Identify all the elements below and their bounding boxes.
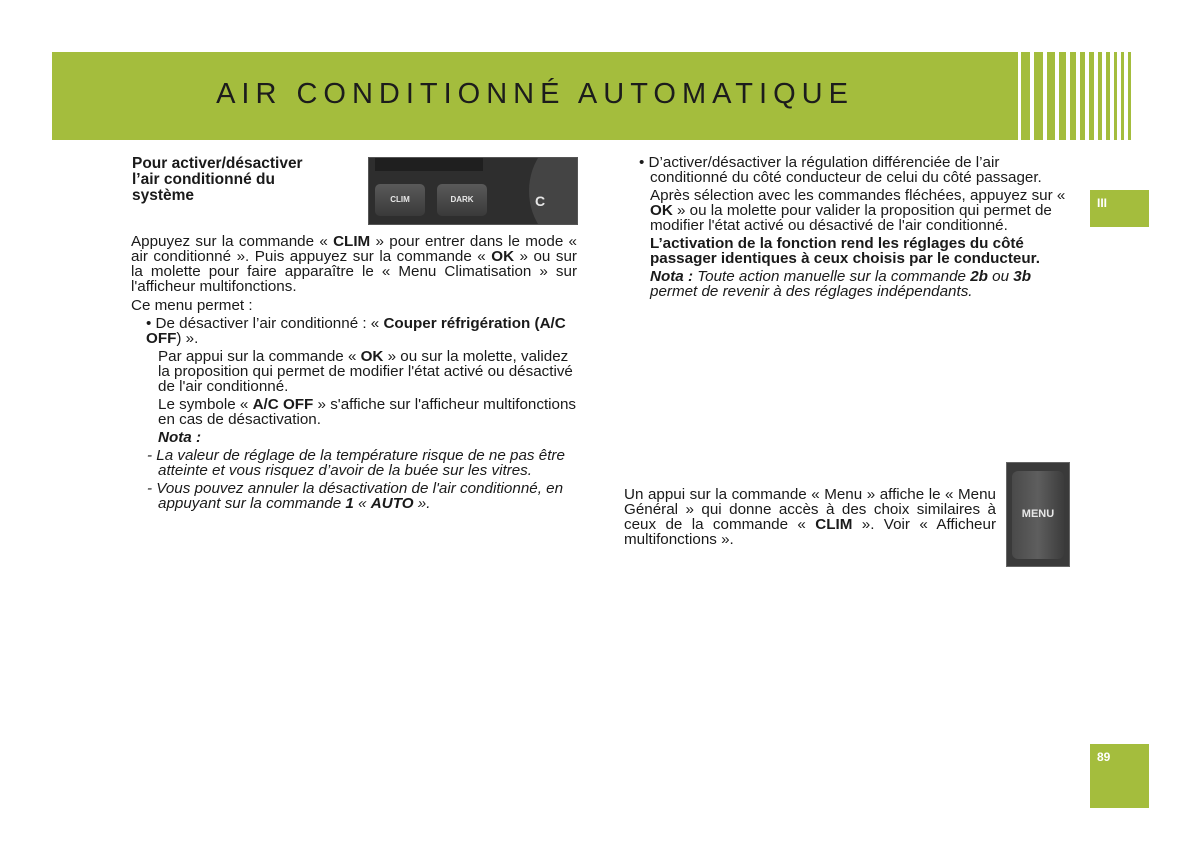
title-stripe <box>1089 52 1094 140</box>
validate-paragraph: Par appui sur la commande « OK » ou sur la molette, validez la proposition qui permet de modifier l'état activé ou désactivé de l'air conditionné. <box>158 348 573 395</box>
title-stripe <box>1121 52 1124 140</box>
heading-line: l’air conditionné du <box>132 171 275 188</box>
nota-item: - Vous pouvez annuler la désactivation de l'air conditionné, en appuyant sur la commande 1 « AUTO ». <box>147 480 564 512</box>
menu-button-photo <box>1006 462 1070 567</box>
menu-button-label: MENU <box>1021 508 1055 520</box>
right-column <box>639 155 1071 299</box>
menu-button <box>1012 471 1064 559</box>
page-number-box <box>1090 744 1149 808</box>
nota-item: - La valeur de réglage de la température risque de ne pas être atteinte et vous risquez d’avoir de la buée sur les vitres. <box>147 447 565 479</box>
title-stripe <box>1106 52 1110 140</box>
activation-note: L’activation de la fonction rend les réglages du côté passager identiques à ceux choisis par le conducteur. <box>650 235 1040 267</box>
bullet-differential: • D’activer/désactiver la régulation différenciée de l’air conditionné du côté conducteur de celui du côté passager. <box>639 154 1042 186</box>
bullet-disable-ac: • De désactiver l’air conditionné : « Couper réfrigération (A/C OFF) ». <box>146 315 566 347</box>
section-tab <box>1090 190 1149 227</box>
title-stripe <box>1128 52 1131 140</box>
page-number: 89 <box>1097 750 1111 764</box>
intro-paragraph: Appuyez sur la commande « CLIM » pour entrer dans le mode « air conditionné ». Puis appuyez sur la commande « OK » ou sur la molette pour faire apparaître le « Menu Climatisation » sur l'afficheur multifonctions. <box>131 233 578 295</box>
clim-button-label: CLIM <box>390 195 410 204</box>
section-heading <box>132 156 364 204</box>
c-button-label: C <box>535 193 546 209</box>
title-stripe <box>1114 52 1117 140</box>
left-column <box>131 234 577 511</box>
title-stripe <box>1098 52 1102 140</box>
page-title: AIR CONDITIONNÉ AUTOMATIQUE <box>216 78 854 110</box>
section-tab-label: III <box>1097 196 1108 210</box>
selection-paragraph: Après sélection avec les commandes fléchées, appuyez sur « OK » ou la molette pour valider la proposition qui permet de modifier l'état activé ou désactivé de l'air conditionné. <box>650 187 1066 234</box>
clim-buttons-photo <box>368 157 578 225</box>
title-stripe <box>1034 52 1043 140</box>
photo-dial <box>529 157 578 225</box>
heading-line: système <box>132 187 195 204</box>
title-stripe <box>1070 52 1076 140</box>
title-stripe <box>1047 52 1055 140</box>
title-stripe <box>1059 52 1066 140</box>
photo-panel-top <box>375 158 483 171</box>
clim-command: CLIM <box>333 233 371 250</box>
ac-off-option: Couper réfrigération (A/C OFF <box>146 315 566 347</box>
heading-line: Pour activer/désactiver <box>132 155 303 172</box>
dark-button <box>437 184 487 216</box>
right-nota: Nota : Toute action manuelle sur la commande 2b ou 3b permet de revenir à des réglages indépendants. <box>650 268 1032 300</box>
ok-command: OK <box>491 248 515 265</box>
menu-paragraph: Un appui sur la commande « Menu » affiche le « Menu Général » qui donne accès à des choix similaires à ceux de la commande « CLIM ». Voir « Afficheur multifonctions ». <box>624 486 997 548</box>
clim-button <box>375 184 425 216</box>
symbol-paragraph: Le symbole « A/C OFF » s'affiche sur l'afficheur multifonctions en cas de désactivation. <box>158 396 577 428</box>
ok-command: OK <box>360 348 384 365</box>
title-band <box>52 52 1018 140</box>
clim-command: CLIM <box>815 516 853 533</box>
title-stripe <box>1021 52 1030 140</box>
menu-allows: Ce menu permet : <box>131 297 253 314</box>
ok-command: OK <box>650 202 673 219</box>
dark-button-label: DARK <box>450 195 474 204</box>
nota-label: Nota : <box>158 429 202 446</box>
ac-off-symbol: A/C OFF <box>252 396 314 413</box>
title-stripe <box>1080 52 1085 140</box>
